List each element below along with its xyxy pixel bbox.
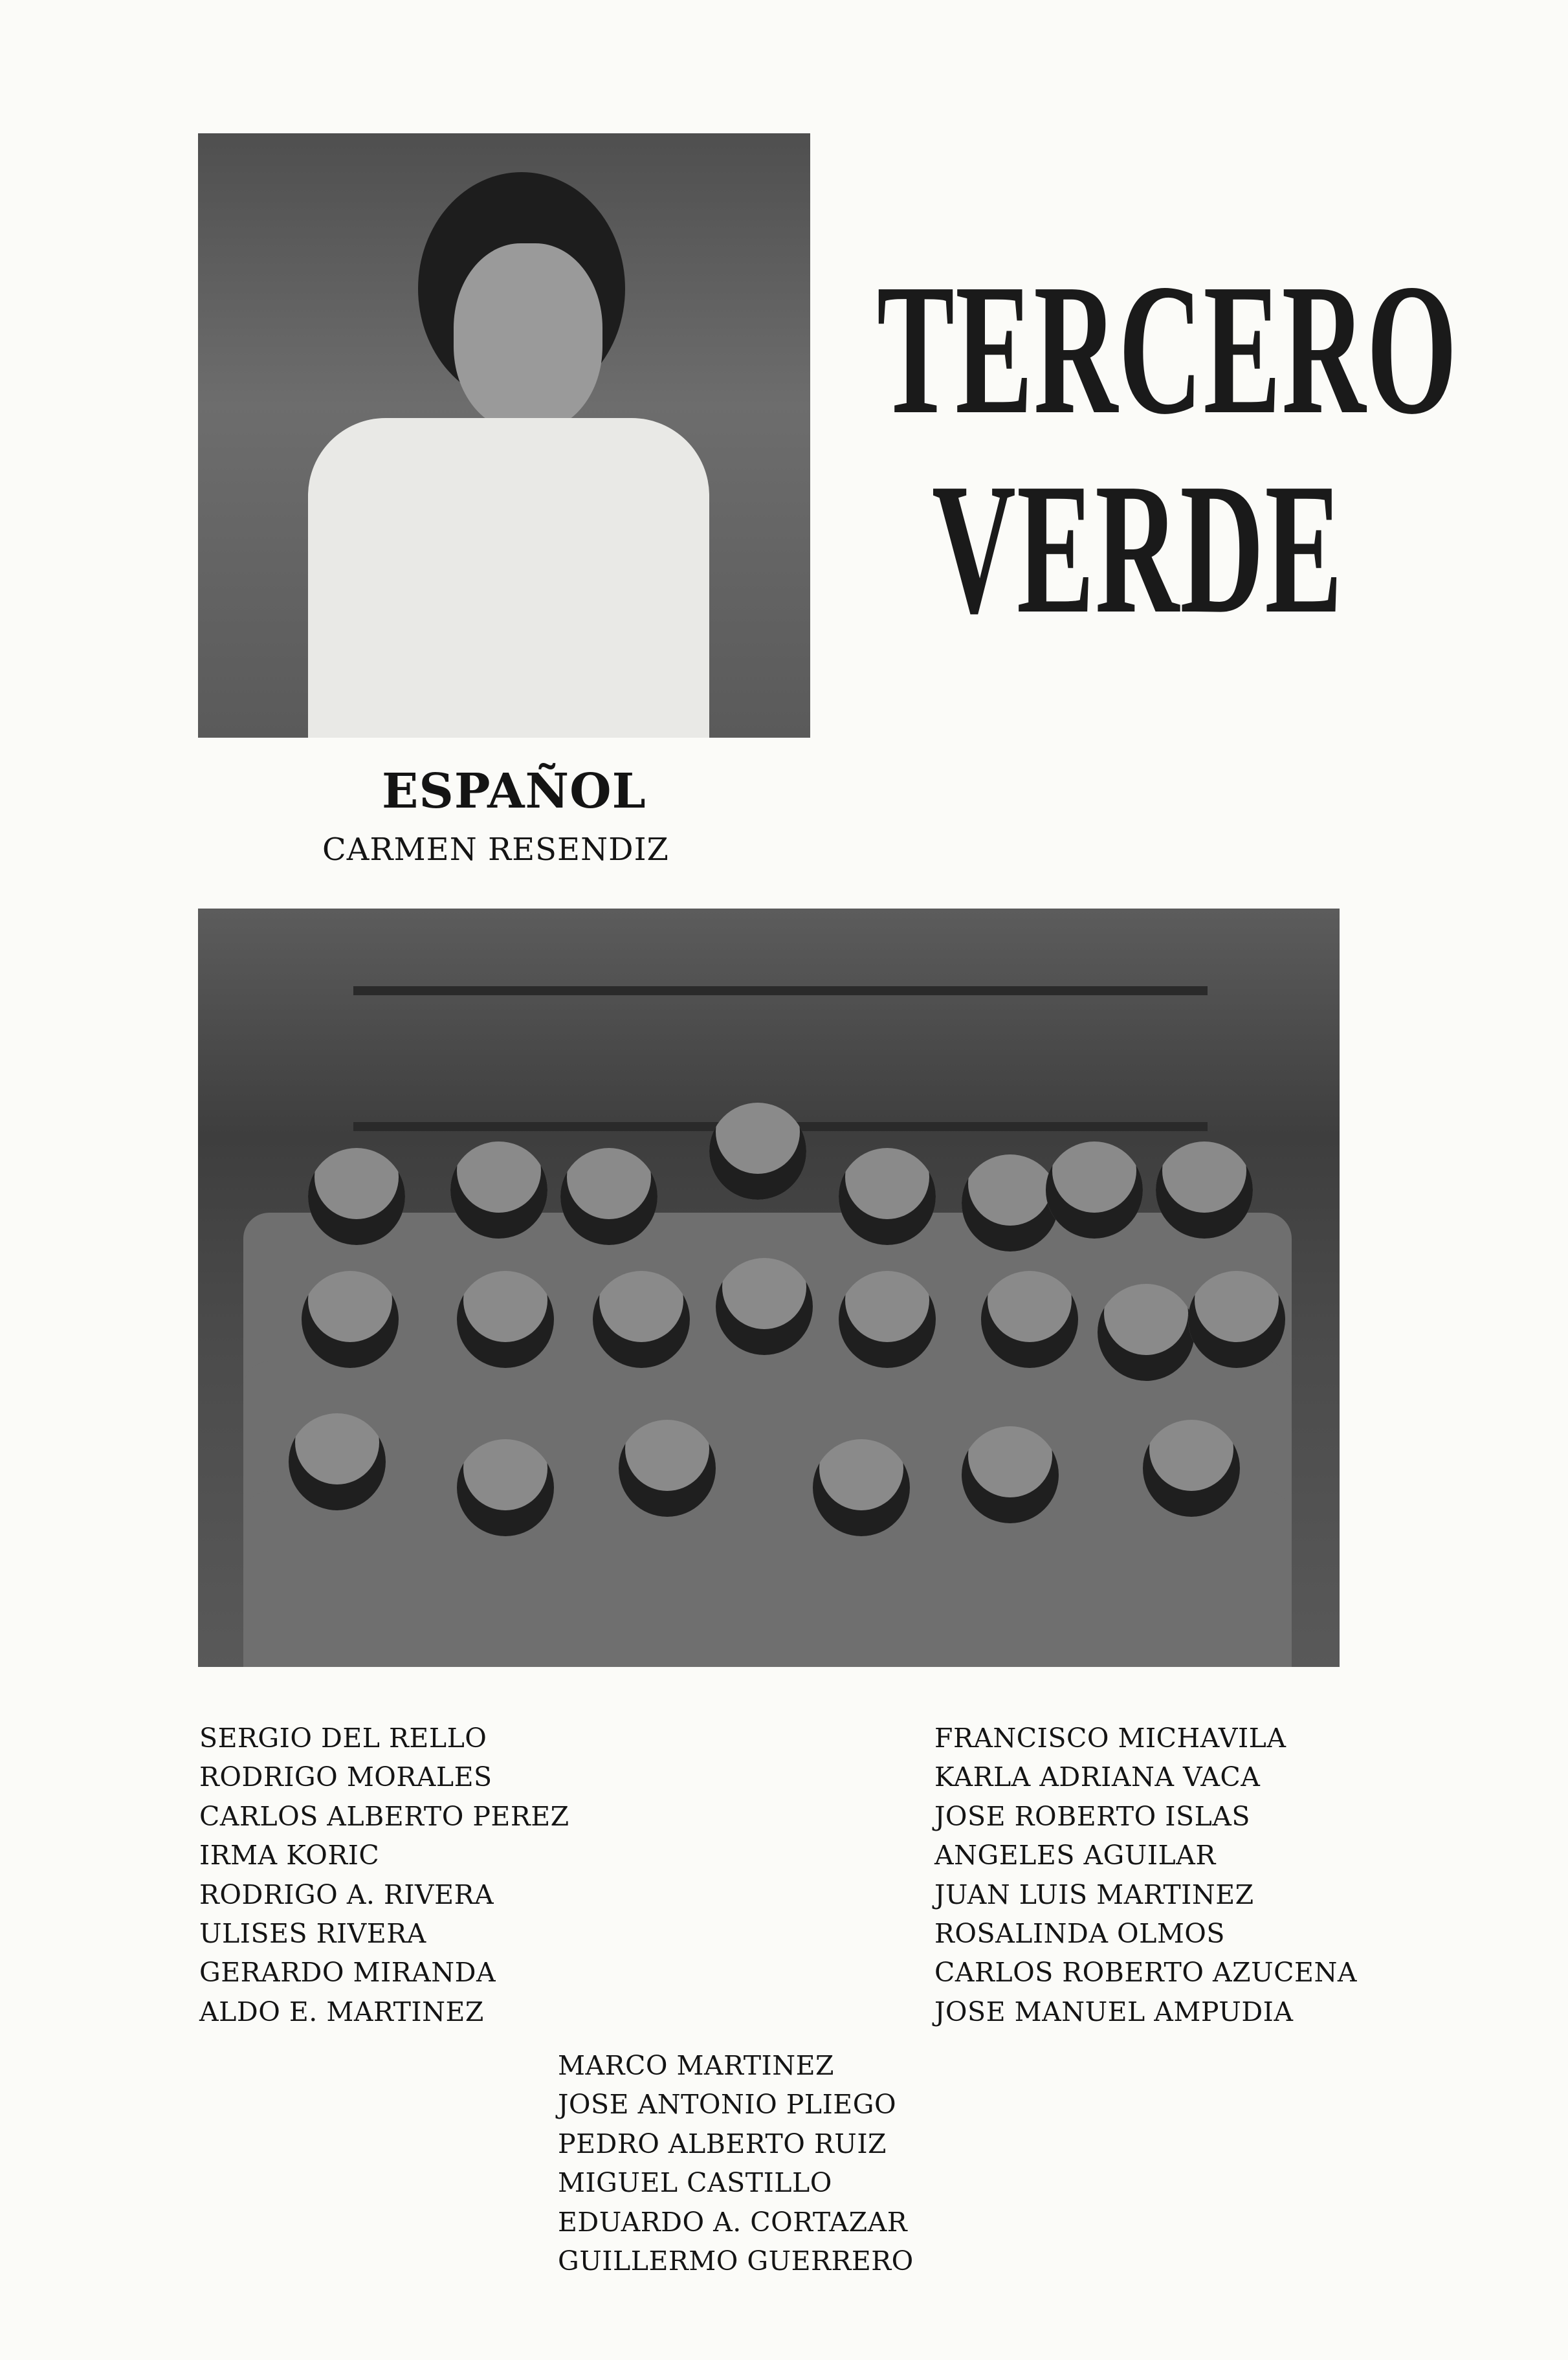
student-name: SERGIO DEL RELLO [199,1723,487,1754]
student-names-left-column [199,1719,569,2031]
student-name: RODRIGO MORALES [199,1761,492,1793]
student-face [839,1148,936,1245]
student-name: ALDO E. MARTINEZ [199,1996,484,2027]
student-name: MIGUEL CASTILLO [558,2167,832,2199]
student-name: KARLA ADRIANA VACA [934,1761,1261,1793]
student-face [450,1141,547,1239]
student-name: ROSALINDA OLMOS [934,1918,1226,1950]
student-face [1098,1284,1195,1381]
student-names-right-column [934,1719,1357,2031]
teacher-name: CARMEN RESENDIZ [322,832,669,868]
student-name: GERARDO MIRANDA [199,1957,496,1989]
student-face [709,1103,806,1200]
student-name: ANGELES AGUILAR [934,1840,1216,1871]
student-names-center-column [558,2046,914,2280]
student-name: JOSE ROBERTO ISLAS [934,1800,1250,1832]
student-name: RODRIGO A. RIVERA [199,1879,494,1910]
student-name: CARLOS ALBERTO PEREZ [199,1800,569,1832]
student-face [619,1420,716,1517]
students-front-row [243,1491,1292,1667]
student-face [962,1154,1059,1252]
bookshelf [353,986,1208,995]
student-name: IRMA KORIC [199,1840,380,1871]
student-name: CARLOS ROBERTO AZUCENA [934,1957,1357,1989]
student-name: ULISES RIVERA [199,1918,426,1950]
student-face [981,1271,1078,1368]
student-face [1156,1141,1253,1239]
student-face [593,1271,690,1368]
student-name: JOSE ANTONIO PLIEGO [558,2089,897,2121]
student-face [716,1258,813,1355]
student-face [302,1271,399,1368]
teacher-face [454,243,602,431]
teacher-blouse [308,418,709,738]
student-face [1046,1141,1143,1239]
student-name: EDUARDO A. CORTAZAR [558,2206,908,2238]
student-name: PEDRO ALBERTO RUIZ [558,2128,887,2159]
student-face [457,1271,554,1368]
student-name: JOSE MANUEL AMPUDIA [934,1996,1294,2027]
student-face [962,1426,1059,1523]
class-title-line-1: TERCERO [877,245,1458,453]
student-face [839,1271,936,1368]
student-face [289,1413,386,1510]
teacher-photo [198,133,810,738]
student-face [457,1439,554,1536]
student-face [308,1148,405,1245]
subject-heading: ESPAÑOL [382,764,646,819]
class-title-line-2: VERDE [932,445,1343,652]
student-face [1188,1271,1285,1368]
student-face [813,1439,910,1536]
student-face [1143,1420,1240,1517]
student-name: FRANCISCO MICHAVILA [934,1723,1286,1754]
student-face [560,1148,657,1245]
student-name: JUAN LUIS MARTINEZ [934,1879,1254,1910]
class-group-photo [198,909,1340,1667]
student-name: MARCO MARTINEZ [558,2050,835,2081]
student-name: GUILLERMO GUERRERO [558,2245,914,2277]
